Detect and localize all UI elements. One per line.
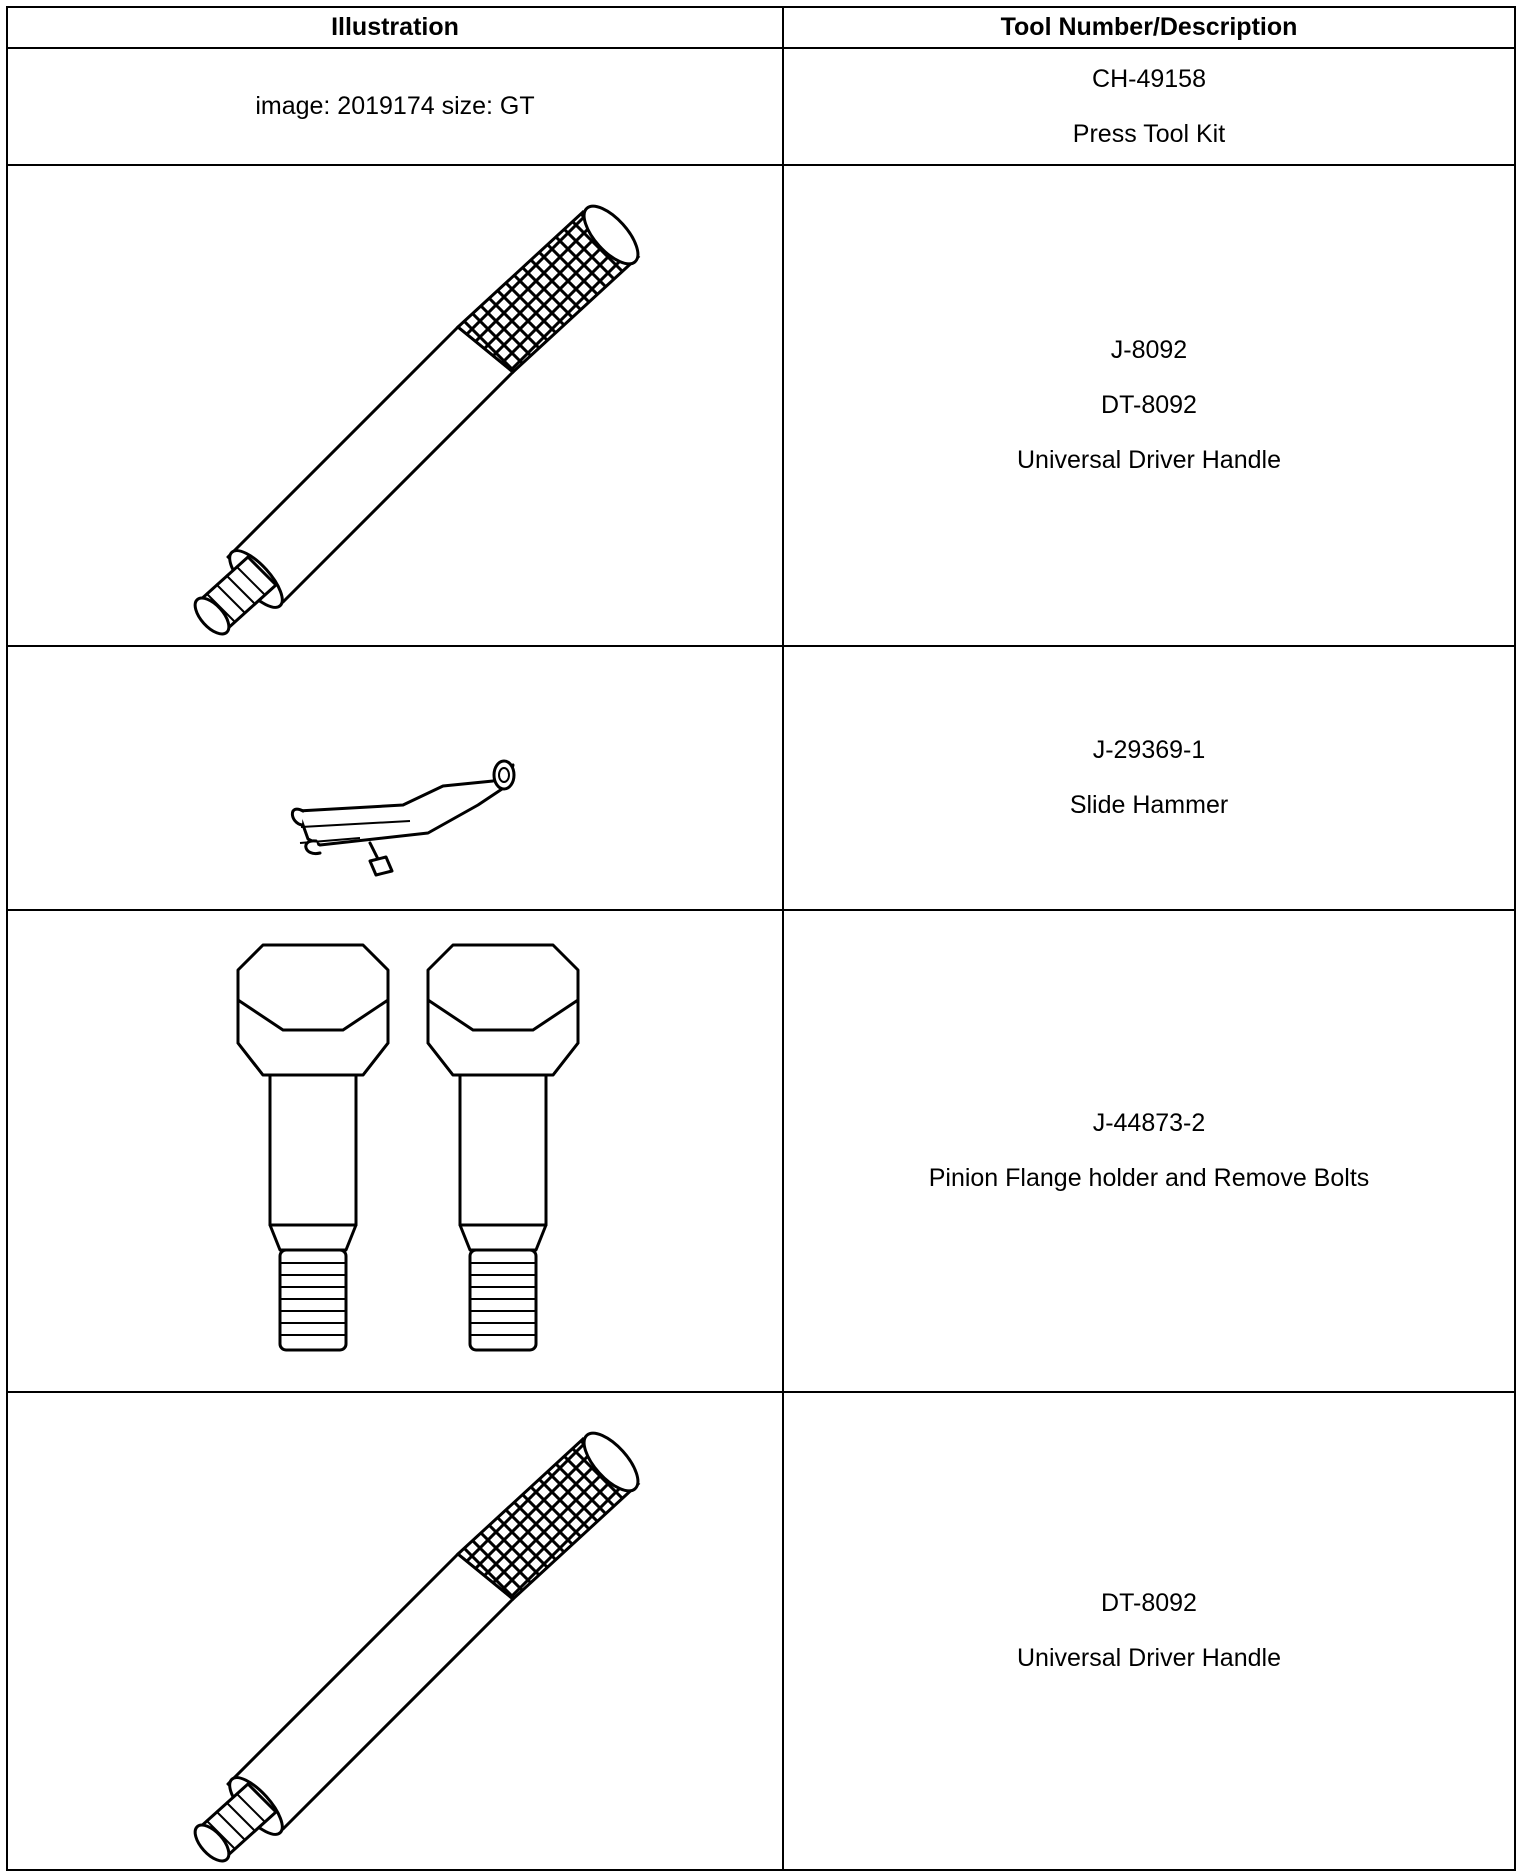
illustration-placeholder: image: 2019174 size: GT bbox=[7, 48, 783, 165]
illustration-cell bbox=[7, 165, 783, 646]
header-tool: Tool Number/Description bbox=[783, 7, 1515, 48]
header-illustration: Illustration bbox=[7, 7, 783, 48]
tool-number: J-29369-1 bbox=[1092, 736, 1206, 764]
illustration-cell bbox=[7, 1392, 783, 1870]
tool-name: Universal Driver Handle bbox=[1017, 1644, 1281, 1672]
tool-description bbox=[783, 1392, 1515, 1870]
table-row bbox=[7, 910, 1515, 1392]
tool-number: CH-49158 bbox=[1092, 64, 1206, 93]
tool-description bbox=[783, 165, 1515, 646]
header-row bbox=[7, 7, 1515, 48]
tool-number: J-44873-2 bbox=[1092, 1109, 1206, 1137]
tool-name: Universal Driver Handle bbox=[1017, 446, 1281, 474]
illustration-cell bbox=[7, 646, 783, 910]
tool-description bbox=[783, 910, 1515, 1392]
tools-table bbox=[6, 6, 1516, 1871]
slide-hammer-icon bbox=[8, 648, 784, 908]
universal-driver-handle-icon bbox=[8, 167, 784, 644]
tool-name: Slide Hammer bbox=[1069, 791, 1229, 819]
tool-number: J-8092 bbox=[1110, 336, 1188, 364]
table-row bbox=[7, 48, 1515, 165]
table-row bbox=[7, 1392, 1515, 1870]
pinion-flange-bolts-icon bbox=[8, 912, 784, 1390]
universal-driver-handle-icon bbox=[8, 1394, 784, 1868]
tool-number: DT-8092 bbox=[1101, 1589, 1197, 1617]
tool-name: Press Tool Kit bbox=[1072, 119, 1226, 148]
table-row bbox=[7, 646, 1515, 910]
tool-description bbox=[783, 646, 1515, 910]
tool-number-alt: DT-8092 bbox=[1101, 391, 1197, 419]
tool-name: Pinion Flange holder and Remove Bolts bbox=[928, 1164, 1370, 1192]
illustration-cell bbox=[7, 910, 783, 1392]
tool-description bbox=[783, 48, 1515, 165]
table-row bbox=[7, 165, 1515, 646]
